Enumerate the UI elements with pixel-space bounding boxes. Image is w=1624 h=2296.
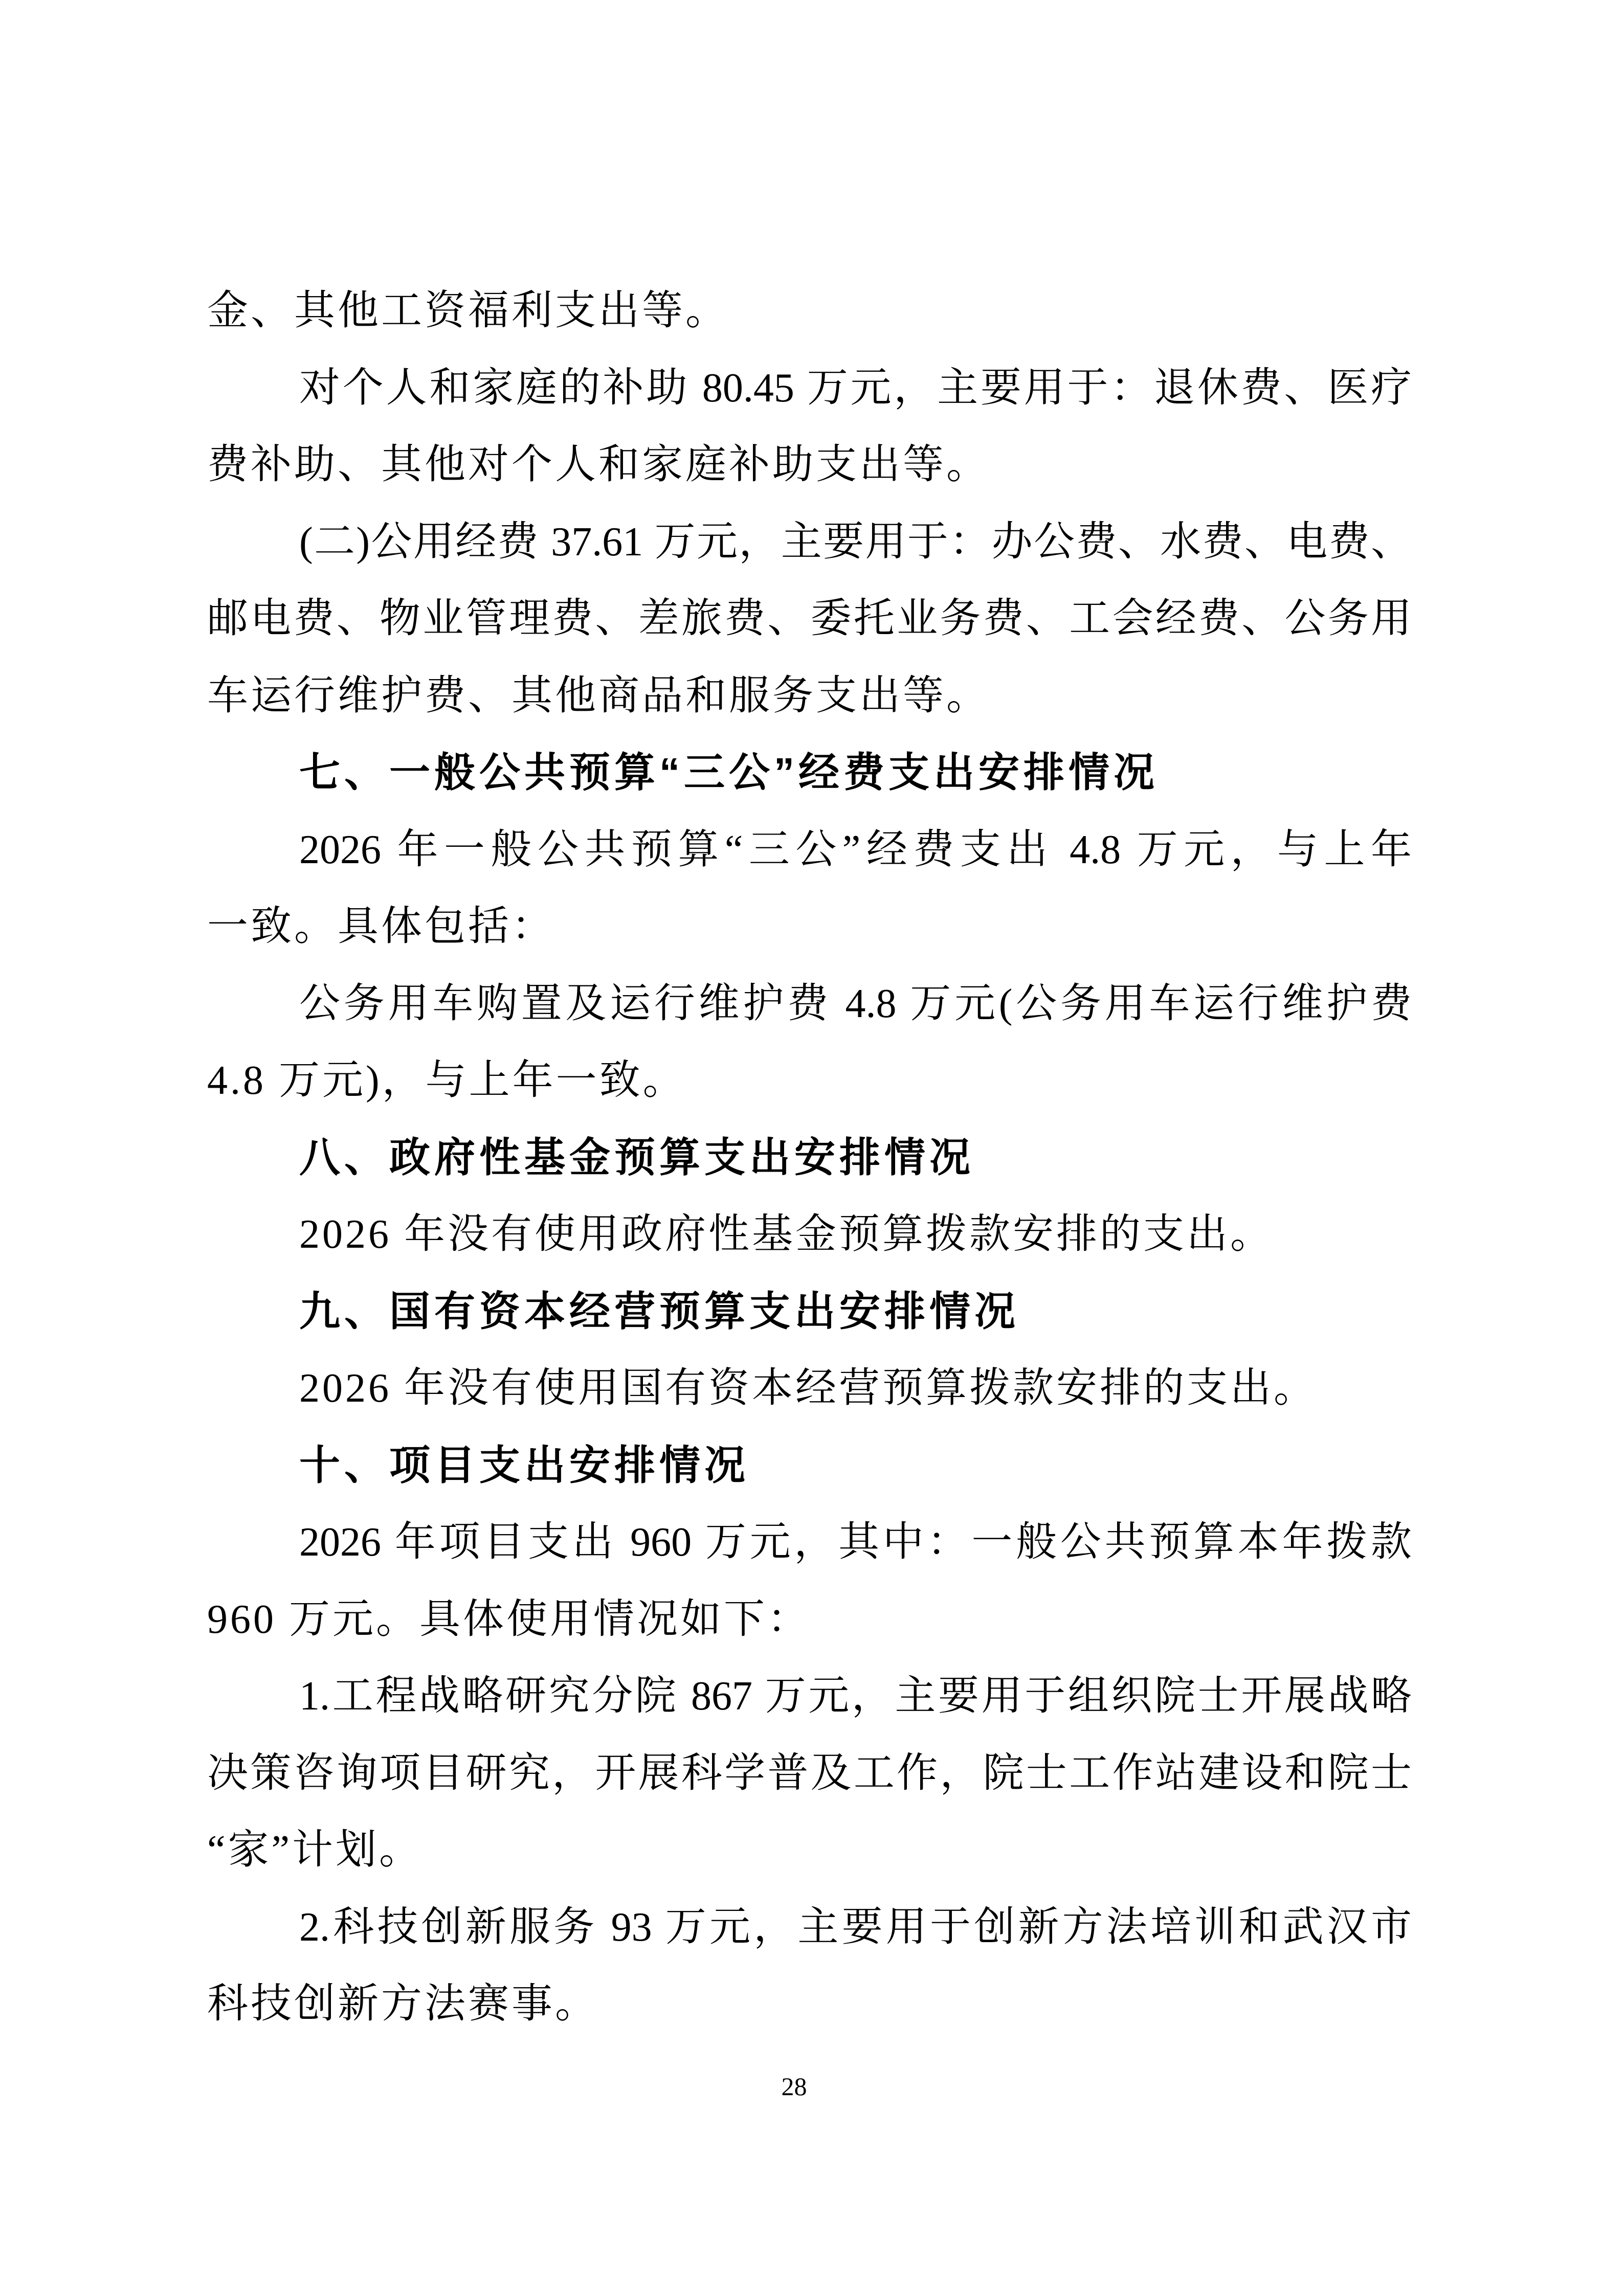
text-line: 邮电费、物业管理费、差旅费、委托业务费、工会经费、公务用 [207, 596, 1412, 641]
text-line: 金、其他工资福利支出等。 [207, 288, 729, 333]
text-line: 2026 年一般公共预算“三公”经费支出 4.8 万元，与上年 [299, 827, 1412, 872]
section-heading: 十、项目支出安排情况 [299, 1442, 749, 1488]
page-number: 28 [781, 2072, 807, 2101]
text-line: 1.工程战略研究分院 867 万元，主要用于组织院士开展战略 [299, 1674, 1412, 1719]
text-line: 2026 年没有使用国有资本经营预算拨款安排的支出。 [299, 1366, 1317, 1411]
text-line: 费补助、其他对个人和家庭补助支出等。 [207, 442, 990, 487]
section-heading: 七、一般公共预算“三公”经费支出安排情况 [299, 750, 1159, 795]
text-line: 科技创新方法赛事。 [207, 1982, 598, 2027]
text-line: 决策咨询项目研究，开展科学普及工作，院士工作站建设和院士 [207, 1750, 1412, 1796]
text-line: 4.8 万元)，与上年一致。 [207, 1058, 686, 1103]
text-line: 2026 年没有使用政府性基金预算拨款安排的支出。 [299, 1212, 1274, 1257]
text-line: 960 万元。具体使用情况如下： [207, 1596, 811, 1642]
text-line: 2.科技创新服务 93 万元，主要用于创新方法培训和武汉市 [299, 1904, 1412, 1950]
text-line: 公务用车购置及运行维护费 4.8 万元(公务用车运行维护费 [299, 981, 1412, 1026]
text-line: 一致。具体包括： [207, 904, 555, 949]
section-heading: 八、政府性基金预算支出安排情况 [299, 1134, 974, 1180]
text-line: 2026 年项目支出 960 万元，其中：一般公共预算本年拨款 [299, 1520, 1412, 1565]
text-line: 车运行维护费、其他商品和服务支出等。 [207, 673, 990, 718]
text-block [207, 273, 1412, 2043]
section-heading: 九、国有资本经营预算支出安排情况 [299, 1288, 1019, 1334]
text-line: 对个人和家庭的补助 80.45 万元，主要用于：退休费、医疗 [299, 365, 1412, 411]
text-line: “家”计划。 [207, 1828, 423, 1873]
text-line: (二)公用经费 37.61 万元，主要用于：办公费、水费、电费、 [299, 519, 1412, 565]
